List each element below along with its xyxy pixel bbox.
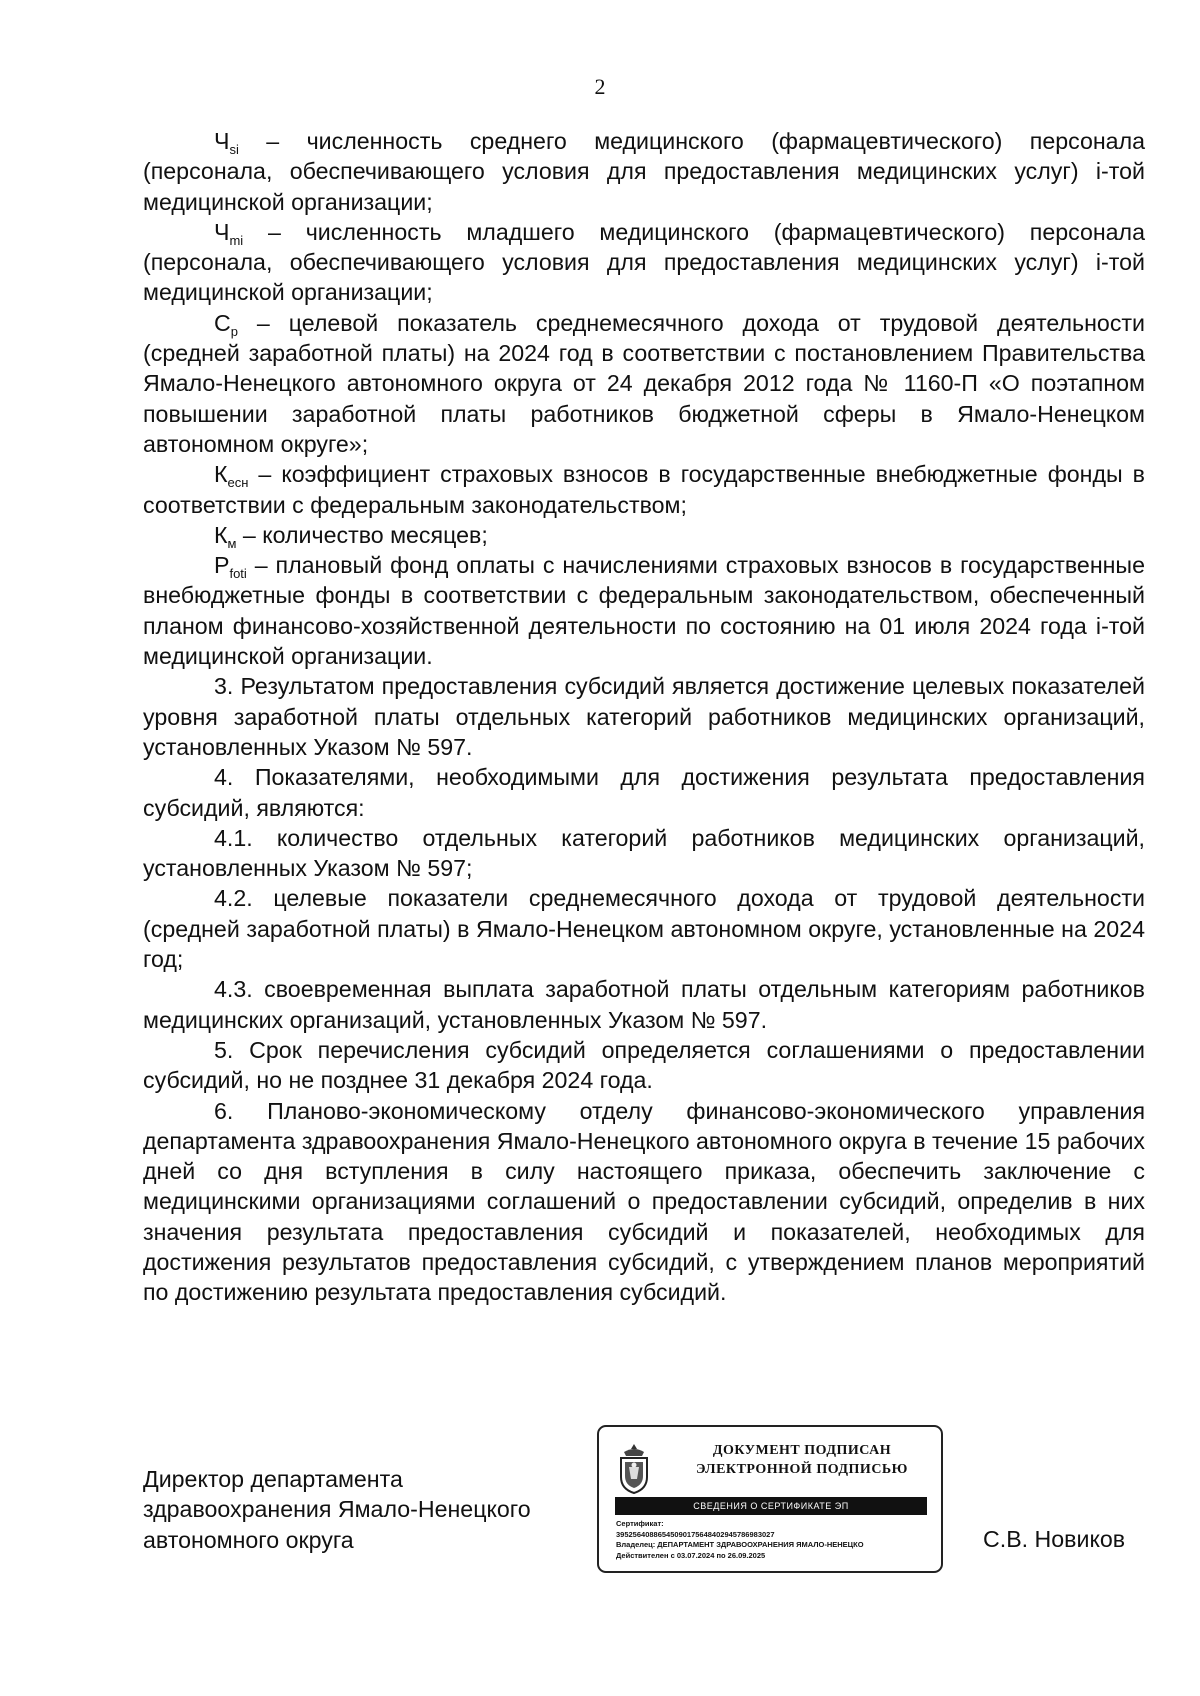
numbered-paragraph <box>143 883 1145 974</box>
numbered-paragraph <box>143 671 1145 762</box>
numbered-paragraph <box>143 1035 1145 1096</box>
variable-subscript: есн <box>227 475 249 491</box>
variable-symbol <box>214 552 247 582</box>
document-body <box>143 126 1145 1308</box>
variable-subscript: si <box>229 142 239 157</box>
variable-subscript: м <box>227 535 237 551</box>
page-number: 2 <box>594 74 606 99</box>
paragraph-text: – целевой показатель среднемесячного дохода от трудовой деятельности (средней заработной платы) на 2024 год в соответствии с постановлением Правительства Ямало-Ненецкого автономного округа от 24 декабря 2012 года № 1160-П «О поэтапном повышении заработной платы работников бюджетной сферы в Ямало-Ненецком автономном округе»; <box>143 309 1145 457</box>
variable-letter: Ч <box>214 218 230 245</box>
variable-letter: К <box>214 521 228 548</box>
signature-position-line: здравоохранения Ямало-Ненецкого <box>143 1496 531 1523</box>
variable-symbol <box>214 521 237 551</box>
stamp-title <box>671 1441 933 1479</box>
coat-of-arms-icon <box>615 1443 653 1495</box>
variable-letter: С <box>214 309 231 336</box>
variable-symbol <box>214 309 238 339</box>
variable-definition <box>143 126 1145 217</box>
variable-letter: К <box>214 461 228 488</box>
electronic-signature-stamp <box>597 1425 943 1573</box>
numbered-paragraph <box>143 762 1145 823</box>
variable-definition <box>143 217 1145 308</box>
paragraph-text: – коэффициент страховых взносов в государственные внебюджетные фонды в соответствии с федеральным законодательством; <box>143 461 1145 518</box>
paragraph-text: 5. Срок перечисления субсидий определяется соглашениями о предоставлении субсидий, но не позднее 31 декабря 2024 года. <box>143 1036 1145 1094</box>
variable-symbol <box>214 128 239 157</box>
paragraph-text: 3. Результатом предоставления субсидий является достижение целевых показателей уровня заработной платы отдельных категорий работников медицинских организаций, установленных Указом № 597. <box>143 673 1145 760</box>
variable-letter: Р <box>214 552 230 579</box>
stamp-title-line: ЭЛЕКТРОННОЙ ПОДПИСЬЮ <box>696 1462 908 1477</box>
paragraph-text: – количество месяцев; <box>236 521 488 548</box>
paragraph-text: 4.1. количество отдельных категорий работников медицинских организаций, установленных Указом № 597; <box>143 824 1145 882</box>
paragraph-text: 4. Показателями, необходимыми для достижения результата предоставления субсидий, являются: <box>143 764 1145 821</box>
paragraph-text: 4.3. своевременная выплата заработной платы отдельным категориям работников медицинских организаций, установленных Указом № 597. <box>143 976 1145 1033</box>
variable-letter: Ч <box>214 128 230 154</box>
paragraph-text: – плановый фонд оплаты с начислениями страховых взносов в государственные внебюджетные фонды в соответствии с федеральным законодательством, обеспеченный планом финансово-хозяйственной деятельности по состоянию на 01 июля 2024 года i-той медицинской организации. <box>143 552 1145 670</box>
stamp-certificate-number: 39525640886545090175648402945786983027 <box>616 1529 775 1539</box>
numbered-paragraph <box>143 974 1145 1035</box>
stamp-certificate-header: СВЕДЕНИЯ О СЕРТИФИКАТЕ ЭП <box>615 1497 927 1515</box>
variable-definition <box>143 520 1145 550</box>
paragraph-text: – численность младшего медицинского (фармацевтического) персонала (персонала, обеспечивающего условия для предоставления медицинских услуг) i-той медицинской организации; <box>143 218 1145 306</box>
stamp-certificate-label: Сертификат: <box>616 1519 664 1528</box>
variable-subscript: р <box>230 323 238 339</box>
signature-position-line: Директор департамента <box>143 1466 403 1492</box>
paragraph-text: 6. Планово-экономическому отделу финансово-экономического управления департамента здравоохранения Ямало-Ненецкого автономного округа в течение 15 рабочих дней со дня вступления в силу настоящего приказа, обеспечить заключение с медицинскими организациями соглашений о предоставлении субсидий, определив в них значения результата предоставления субсидий и показателей, необходимых для достижения результатов предоставления субсидий, с утверждением планов мероприятий по достижению результата предоставления субсидий. <box>143 1097 1145 1306</box>
variable-symbol <box>214 218 244 248</box>
variable-definition <box>143 550 1145 671</box>
variable-definition <box>143 459 1145 520</box>
variable-subscript: mi <box>229 232 244 248</box>
numbered-paragraph <box>143 1096 1145 1308</box>
variable-symbol <box>214 461 249 491</box>
variable-definition <box>143 308 1145 459</box>
paragraph-text: – численность среднего медицинского (фармацевтического) персонала (персонала, обеспечивающего условия для предоставления медицинских услуг) i-той медицинской организации; <box>143 128 1145 215</box>
signature-position-line: автономного округа <box>143 1526 354 1553</box>
signatory-name: С.В. Новиков <box>983 1526 1126 1552</box>
stamp-owner: Владелец: ДЕПАРТАМЕНТ ЗДРАВООХРАНЕНИЯ ЯМАЛО-НЕНЕЦКО <box>616 1540 864 1549</box>
stamp-validity: Действителен с 03.07.2024 по 26.09.2025 <box>616 1550 766 1560</box>
stamp-certificate-info <box>616 1519 938 1561</box>
numbered-paragraph <box>143 823 1145 884</box>
paragraph-text: 4.2. целевые показатели среднемесячного дохода от трудовой деятельности (средней заработной платы) в Ямало-Ненецком автономном округе, установленные на 2024 год; <box>143 885 1145 973</box>
signature-position <box>143 1464 603 1555</box>
variable-subscript: foti <box>229 566 247 582</box>
stamp-title-line: ДОКУМЕНТ ПОДПИСАН <box>712 1443 892 1458</box>
